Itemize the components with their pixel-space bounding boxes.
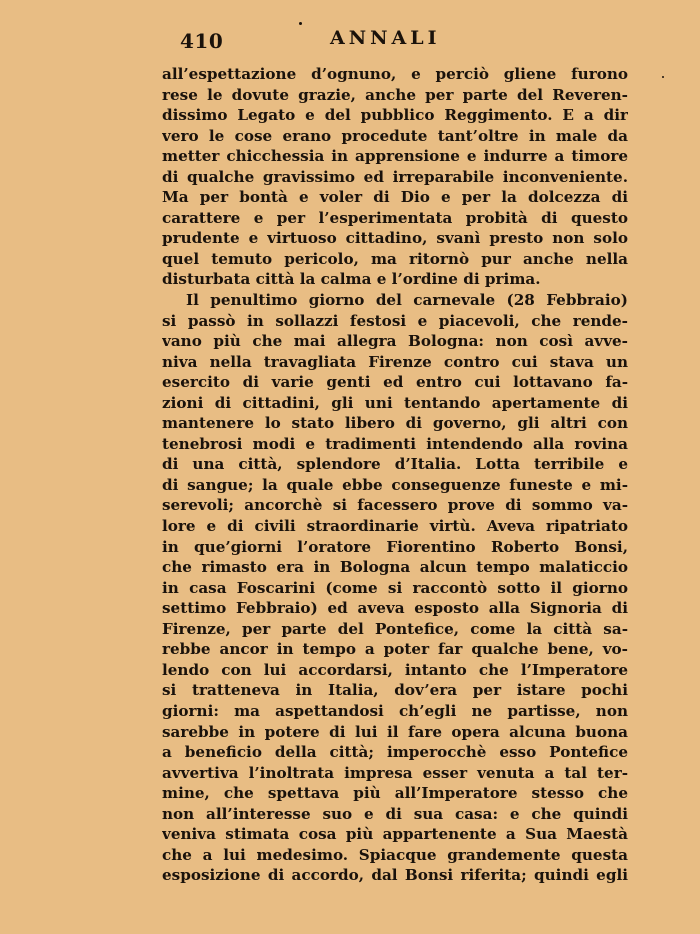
text-line: in casa Foscarini (come si raccontò sotto il giorno [162,578,628,597]
text-line: quel temuto pericolo, ma ritornò pur anche nella [162,249,628,268]
text-line: Firenze, per parte del Pontefice, come la città sa- [162,619,628,638]
text-line: veniva stimata cosa più appartenente a Sua Maestà [162,825,628,844]
page-header [180,22,630,52]
text-line: Ma per bontà e voler di Dio e per la dolcezza di [162,188,628,207]
text-line: metter chicchessia in apprensione e indurre a timore [162,147,628,166]
text-line: carattere e per l’esperimentata probità di questo [162,208,628,227]
ink-speck [662,76,664,78]
text-line: si passò in sollazzi festosi e piacevoli, che rende- [162,311,628,330]
ink-speck [299,22,302,25]
text-line: di una città, splendore d’Italia. Lotta terribile e [162,455,628,474]
text-line: settimo Febbraio) ed aveva esposto alla Signoria di [162,599,628,618]
text-line: che a lui medesimo. Spiacque grandemente questa [162,845,628,864]
text-line: vano più che mai allegra Bologna: non così avve- [162,332,628,351]
text-line: esposizione di accordo, dal Bonsi riferita; quindi egli [162,866,628,885]
text-line: si tratteneva in Italia, dov’era per istare pochi [162,681,628,700]
text-line: esercito di varie genti ed entro cui lottavano fa- [162,373,628,392]
text-line: sarebbe in potere di lui il fare opera alcuna buona [162,722,628,741]
text-line: rebbe ancor in tempo a poter far qualche bene, vo- [162,640,628,659]
text-line: all’espettazione d’ognuno, e perciò gliene furono [162,65,628,83]
text-line: mine, che spettava più all’Imperatore stesso che [162,784,628,803]
text-line: vero le cose erano procedute tant’oltre in male da [162,126,628,145]
text-line: tenebrosi modi e tradimenti intendendo alla rovina [162,434,628,453]
text-line: rese le dovute grazie, anche per parte del Reveren- [162,85,628,104]
text-line: niva nella travagliata Firenze contro cui stava un [162,352,628,371]
text-line: lendo con lui accordarsi, intanto che l’Imperatore [162,660,628,679]
text-line: zioni di cittadini, gli uni tentando apertamente di [162,393,628,412]
page-number: 410 [180,29,224,53]
text-line: giorni: ma aspettandosi ch’egli ne partisse, non [162,701,628,720]
text-line: lore e di civili straordinarie virtù. Aveva ripatriato [162,517,628,536]
body-text [162,64,628,886]
text-line: mantenere lo stato libero di governo, gli altri con [162,414,628,433]
text-line: che rimasto era in Bologna alcun tempo malaticcio [162,558,628,577]
text-line: disturbata città la calma e l’ordine di prima. [162,270,541,289]
text-line: di sangue; la quale ebbe conseguenze funeste e mi- [162,475,628,494]
text-line: in que’giorni l’oratore Fiorentino Roberto Bonsi, [162,537,628,556]
text-line: non all’interesse suo e di sua casa: e che quindi [162,804,628,823]
text-line: a beneficio della città; imperocchè esso Pontefice [162,743,628,762]
text-line: prudente e virtuoso cittadino, svanì presto non solo [162,229,628,248]
running-head: ANNALI [330,27,441,49]
text-line: avvertiva l’inoltrata impresa esser venuta a tal ter- [162,763,628,782]
text-line: Il penultimo giorno del carnevale (28 Febbraio) [186,291,628,310]
text-line: di qualche gravissimo ed irreparabile inconveniente. [162,167,628,186]
text-line: serevoli; ancorchè si facessero prove di sommo va- [162,496,628,515]
text-line: dissimo Legato e del pubblico Reggimento. E a dir [162,106,628,125]
